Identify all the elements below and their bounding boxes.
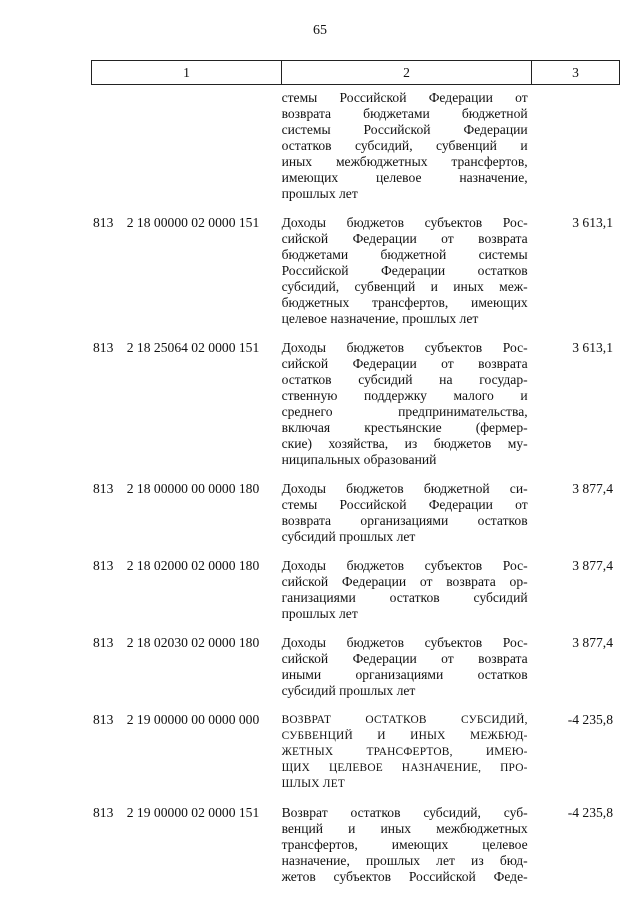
column-header-table [91, 60, 620, 85]
table-row [91, 805, 619, 885]
description-line: стемы Российской Федерации от [281, 497, 528, 512]
admin-code: 813 [93, 558, 114, 573]
table-row [91, 558, 619, 622]
description-line: назначение, прошлых лет из бюд- [281, 853, 528, 868]
description-line: СУБВЕНЦИЙ И ИНЫХ МЕЖБЮД- [281, 730, 528, 742]
admin-code: 813 [93, 805, 114, 820]
amount: 3 613,1 [572, 215, 613, 230]
amount: -4 235,8 [567, 712, 613, 727]
admin-code: 813 [93, 481, 114, 496]
description-line: субсидий, субвенций и иных меж- [281, 279, 528, 294]
page-number: 65 [313, 23, 327, 38]
income-description [279, 481, 528, 545]
amount: 3 877,4 [572, 558, 613, 573]
description-line: остатков субсидий на государ- [281, 372, 528, 387]
amount [528, 90, 619, 202]
description-line: субсидий прошлых лет [281, 683, 416, 698]
table-row [91, 215, 619, 327]
admin-code: 813 [93, 712, 114, 727]
description-line: ВОЗВРАТ ОСТАТКОВ СУБСИДИЙ, [281, 714, 528, 726]
budget-rows [91, 90, 619, 885]
description-line: Доходы бюджетов субъектов Рос- [281, 558, 528, 573]
description-line: сийской Федерации от возврата [281, 651, 528, 666]
description-line: системы Российской Федерации [281, 122, 528, 137]
description-line: Доходы бюджетов субъектов Рос- [281, 340, 528, 355]
description-line: иными организациями остатков [281, 667, 528, 682]
description-line: целевое назначение, прошлых лет [281, 311, 479, 326]
description-line: остатков субсидий, субвенций и [281, 138, 528, 153]
amount: 3 877,4 [572, 635, 613, 650]
description-line: сийской Федерации от возврата [281, 356, 528, 371]
admin-code: 813 [93, 635, 114, 650]
budget-classification-code: 2 18 00000 02 0000 151 [126, 215, 260, 230]
income-description [279, 215, 528, 327]
budget-classification-code: 2 18 02030 02 0000 180 [126, 635, 260, 650]
income-description [279, 805, 528, 885]
description-line: ЩИХ ЦЕЛЕВОЕ НАЗНАЧЕНИЕ, ПРО- [281, 762, 528, 774]
table-row [91, 481, 619, 545]
income-description [279, 558, 528, 622]
description-line: ские) хозяйства, из бюджетов му- [281, 436, 528, 451]
admin-code: 813 [93, 215, 114, 230]
description-line: венций и иных межбюджетных [281, 821, 528, 836]
description-line: Доходы бюджетов субъектов Рос- [281, 215, 528, 230]
description-line: ганизациями остатков субсидий [281, 590, 528, 605]
description-line: Доходы бюджетов субъектов Рос- [281, 635, 528, 650]
description-line: ШЛЫХ ЛЕТ [281, 778, 346, 790]
table-row [91, 90, 619, 202]
budget-classification-code: 2 18 25064 02 0000 151 [126, 340, 260, 355]
budget-classification-code: 2 18 02000 02 0000 180 [126, 558, 260, 573]
description-line: прошлых лет [281, 606, 358, 621]
amount: -4 235,8 [567, 805, 613, 820]
description-line: Российской Федерации остатков [281, 263, 528, 278]
budget-classification-code: 2 19 00000 00 0000 000 [126, 712, 260, 727]
description-line: ЖЕТНЫХ ТРАНСФЕРТОВ, ИМЕЮ- [281, 746, 528, 758]
description-line: возврата организациями остатков [281, 513, 528, 528]
description-line: Доходы бюджетов бюджетной си- [281, 481, 528, 496]
income-description [279, 712, 528, 792]
column-header-1: 1 [92, 61, 282, 85]
budget-classification-code: 2 18 00000 00 0000 180 [126, 481, 260, 496]
description-line: ственную поддержку малого и [281, 388, 528, 403]
description-line: возврата бюджетами бюджетной [281, 106, 528, 121]
admin-code [91, 90, 127, 202]
description-line: жетов субъектов Российской Феде- [281, 869, 528, 884]
description-line: ниципальных образований [281, 452, 437, 467]
income-description [279, 90, 528, 202]
income-description [279, 635, 528, 699]
description-line: сийской Федерации от возврата [281, 231, 528, 246]
table-row [91, 635, 619, 699]
description-line: включая крестьянские (фермер- [281, 420, 528, 435]
description-line: иных межбюджетных трансфертов, [281, 154, 528, 169]
column-header-row [92, 61, 620, 85]
budget-classification-code: 2 19 00000 02 0000 151 [126, 805, 260, 820]
description-line: бюджетных трансфертов, имеющих [281, 295, 528, 310]
description-line: имеющих целевое назначение, [281, 170, 528, 185]
description-line: бюджетами бюджетной системы [281, 247, 528, 262]
table-row [91, 340, 619, 468]
description-line: сийской Федерации от возврата ор- [281, 574, 528, 589]
description-line: Возврат остатков субсидий, суб- [281, 805, 528, 820]
description-line: стемы Российской Федерации от [281, 90, 528, 105]
income-description [279, 340, 528, 468]
description-line: прошлых лет [281, 186, 358, 201]
description-line: субсидий прошлых лет [281, 529, 416, 544]
table-row [91, 712, 619, 792]
admin-code: 813 [93, 340, 114, 355]
amount: 3 877,4 [572, 481, 613, 496]
column-header-3: 3 [532, 61, 620, 85]
column-header-2: 2 [282, 61, 532, 85]
description-line: трансфертов, имеющих целевое [281, 837, 528, 852]
description-line: среднего предпринимательства, [281, 404, 528, 419]
budget-classification-code [127, 90, 279, 202]
amount: 3 613,1 [572, 340, 613, 355]
